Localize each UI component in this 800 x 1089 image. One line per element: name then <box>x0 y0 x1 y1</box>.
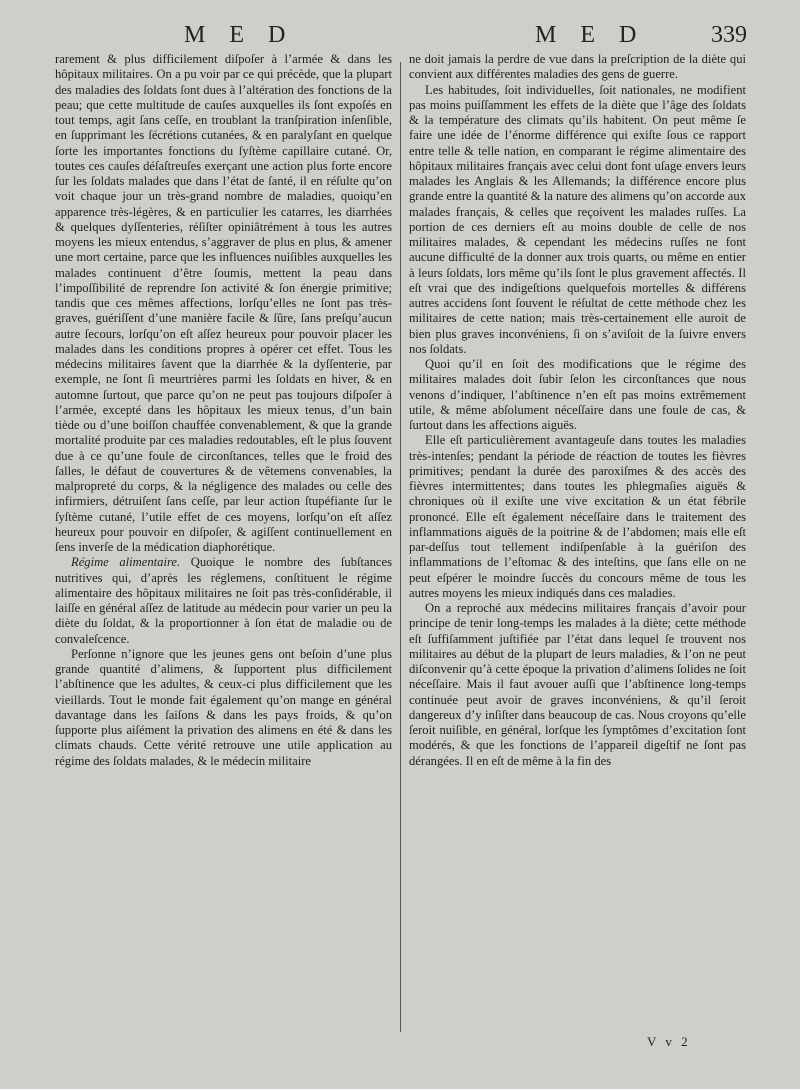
running-head-right: M E D <box>535 22 646 48</box>
paragraph: Perſonne n’ignore que les jeunes gens ont beſoin d’une plus grande quantité d’alimens, & ſupportent plus difficilement l’abſtinence que les adultes, & ceux-ci plus difficilement que les vieillards. Tout le monde fait également qu’on mange en général davantage dans les ſaiſons & dans les pays froids, & qu’on ſupporte plus aiſément la privation des alimens en été & dans les climats chauds. Cette vérité retrouve une utile application au régime des ſoldats malades, & le médecin militaire <box>55 646 392 768</box>
left-column <box>55 52 392 769</box>
paragraph-text: Quoique le nombre des ſubſtances nutritives qui, d’après les réglemens, conſtituent le régime alimentaire des hôpitaux militaires ne ſoit pas très-conſidérable, il laiſſe en général aſſez de latitude au médecin pour varier un peu la diète du ſoldat, & la proportionner à ſon état de maladie ou de convaleſcence. <box>55 555 392 646</box>
section-heading: Régime alimentaire. <box>71 555 181 570</box>
paragraph: Elle eſt particulièrement avantageuſe dans toutes les maladies très-intenſes; pendant la période de réaction de toutes les fièvres primitives; pendant la durée des paroxiſmes & des accès des fièvres intermittentes; dans toutes les phlegmaſies aiguës & chroniques où il exiſte une vive excitation & un état fébrile prononcé. Elle eſt également néceſſaire dans le traitement des inflammations aiguës de la poitrine & de l’abdomen; mais elle eſt par-deſſus tout tellement indiſpenſable à la guériſon des inflammations de l’eſtomac & des inteſtins, que ſans elle on ne peut eſpérer le moindre ſuccès du concours même de tous les autres moyens les mieux indiqués dans ces maladies. <box>409 433 746 600</box>
paragraph <box>55 555 392 647</box>
page-number: 339 <box>711 22 747 48</box>
paragraph: ne doit jamais la perdre de vue dans la preſcription de la diète qui convient aux différentes maladies des gens de guerre. <box>409 52 746 82</box>
signature-mark: V v 2 <box>647 1034 691 1049</box>
paragraph: rarement & plus difficilement diſpoſer à l’armée & dans les hôpitaux militaires. On a pu voir par ce qui précède, que la plupart des maladies des ſoldats ſont dues à l’altération des fonctions de la peau; que cette multitude de cauſes auxquelles ils ſont expoſés en tout temps, agit ſans ceſſe, en troublant la tranſpiration inſenſible, en ſupprimant les ſécrétions cutanées, & en paralyſant en quelque ſorte les importantes fonctions du ſyſtème capillaire cutané. Or, toutes ces cauſes déſaſtreuſes exerçant une action plus forte encore ſur les ſoldats malades que dans l’état de ſanté, il en réſulte qu’on voit chaque jour un très-grand nombre de maladies, quoiqu’en apparence très-légères, & en particulier les catarres, les diarrhées & quelques dyſſenteries, réſiſter opiniâtrément à tous les autres moyens les mieux entendus, s’aggraver de plus en plus, & amener une mort certaine, parce que les influences nuiſibles auxquelles les malades continuent d’être ſoumis, mettent la peau dans l’impoſſibilité de reprendre ſon activité & ſon énergie primitive; tandis que ces mêmes affections, lorſqu’elles ne ſont pas très-graves, guériſſent d’une manière facile & ſûre, ſans preſqu’aucun autre ſecours, lorſqu’on eſt aſſez heureux pour pouvoir placer les malades dans les conditions propres à opérer cet effet. Tous les médecins militaires ſavent que la diarrhée & la dyſſenterie, par exemple, ne ſont ſi meurtrières parmi les ſoldats en hiver, & en automne ſurtout, que parce qu’on ne peut pas toujours diſpoſer à l’armée, excepté dans les hôpitaux les mieux tenus, d’un bain tiède ou d’une boiſſon chauffée convenablement, & que la grande mortalité produite par ces maladies redoutables, eſt le plus ſouvent due à ce qu’une foule de circonſtances, telles que le froid des ſalles, le défaut de couvertures & de vêtemens convenables, la malpropreté du corps, & la négligence des malades ou celle des infirmiers, détruiſent ſans ceſſe, par leur action ſtupéfiante ſur le ſyſtème cutané, l’utile effet de ces moyens, lorſqu’on eſt aſſez heureux pour pouvoir en diſpoſer, & agiſſent continuellement en ſens inverſe de la médication diaphorétique. <box>55 52 392 554</box>
right-column <box>409 52 746 769</box>
running-head-left: M E D <box>184 22 295 48</box>
paragraph: Quoi qu’il en ſoit des modifications que le régime des militaires malades doit ſubir ſelon les circonſtances que nous venons d’indiquer, l’abſtinence n’en eſt pas moins extrêmement utile, & même abſolument néceſſaire dans une foule de cas, & ſurtout dans les affections aiguës. <box>409 357 746 432</box>
paragraph: On a reproché aux médecins militaires français d’avoir pour principe de tenir long-temps les malades à la diète; cette méthode eſt ſuffiſamment juſtifiée par l’état dans lequel ſe trouvent nos militaires au début de la plupart de leurs maladies, & l’on ne peut diſconvenir qu’à cette époque la privation d’alimens ſolides ne ſoit néceſſaire. Mais il faut avouer auſſi que l’abſtinence long-temps continuée peut avoir de graves inconvéniens, & qu’il ſeroit dangereux d’y inſiſter dans beaucoup de cas. Nous croyons qu’elle ſeroit nuiſible, en général, lorſque les ſymptômes d’excitation ſont modérés, & que les fonctions de l’appareil digeſtif ne ſont pas dérangées. Il en eſt de même à la fin des <box>409 601 746 768</box>
paragraph: Les habitudes, ſoit individuelles, ſoit nationales, ne modifient pas moins puiſſamment les effets de la diète que l’âge des ſoldats & la température des climats qu’ils habitent. On peut même ſe faire une idée de l’énorme différence qui exiſte ſous ce rapport entre telle & telle nation, en comparant le régime alimentaire des hôpitaux militaires français avec celui dont font uſage envers leurs malades les Anglais & les Allemands; la différence encore plus grande entre la quantité & la nature des alimens qu’on accorde aux malades français, & celles que reçoivent les malades ruſſes. La portion de ces derniers eſt au moins double de celle de nos militaires malades, & cependant les médecins ruſſes ne font aucune difficulté de la donner aux trois quarts, ou même en entier à leurs ſoldats, lors même qu’ils ſont le plus gravement affectés. Il eſt vrai que des indigeſtions quelquefois mortelles & différens autres accidens ſont ſouvent le réſultat de cette méthode chez les militaires de cette nation; mais très-certainement elle auroit de bien plus graves inconvéniens, ſi on s’aviſoit de la ſuivre envers nos ſoldats. <box>409 82 746 356</box>
column-divider <box>400 62 401 1032</box>
